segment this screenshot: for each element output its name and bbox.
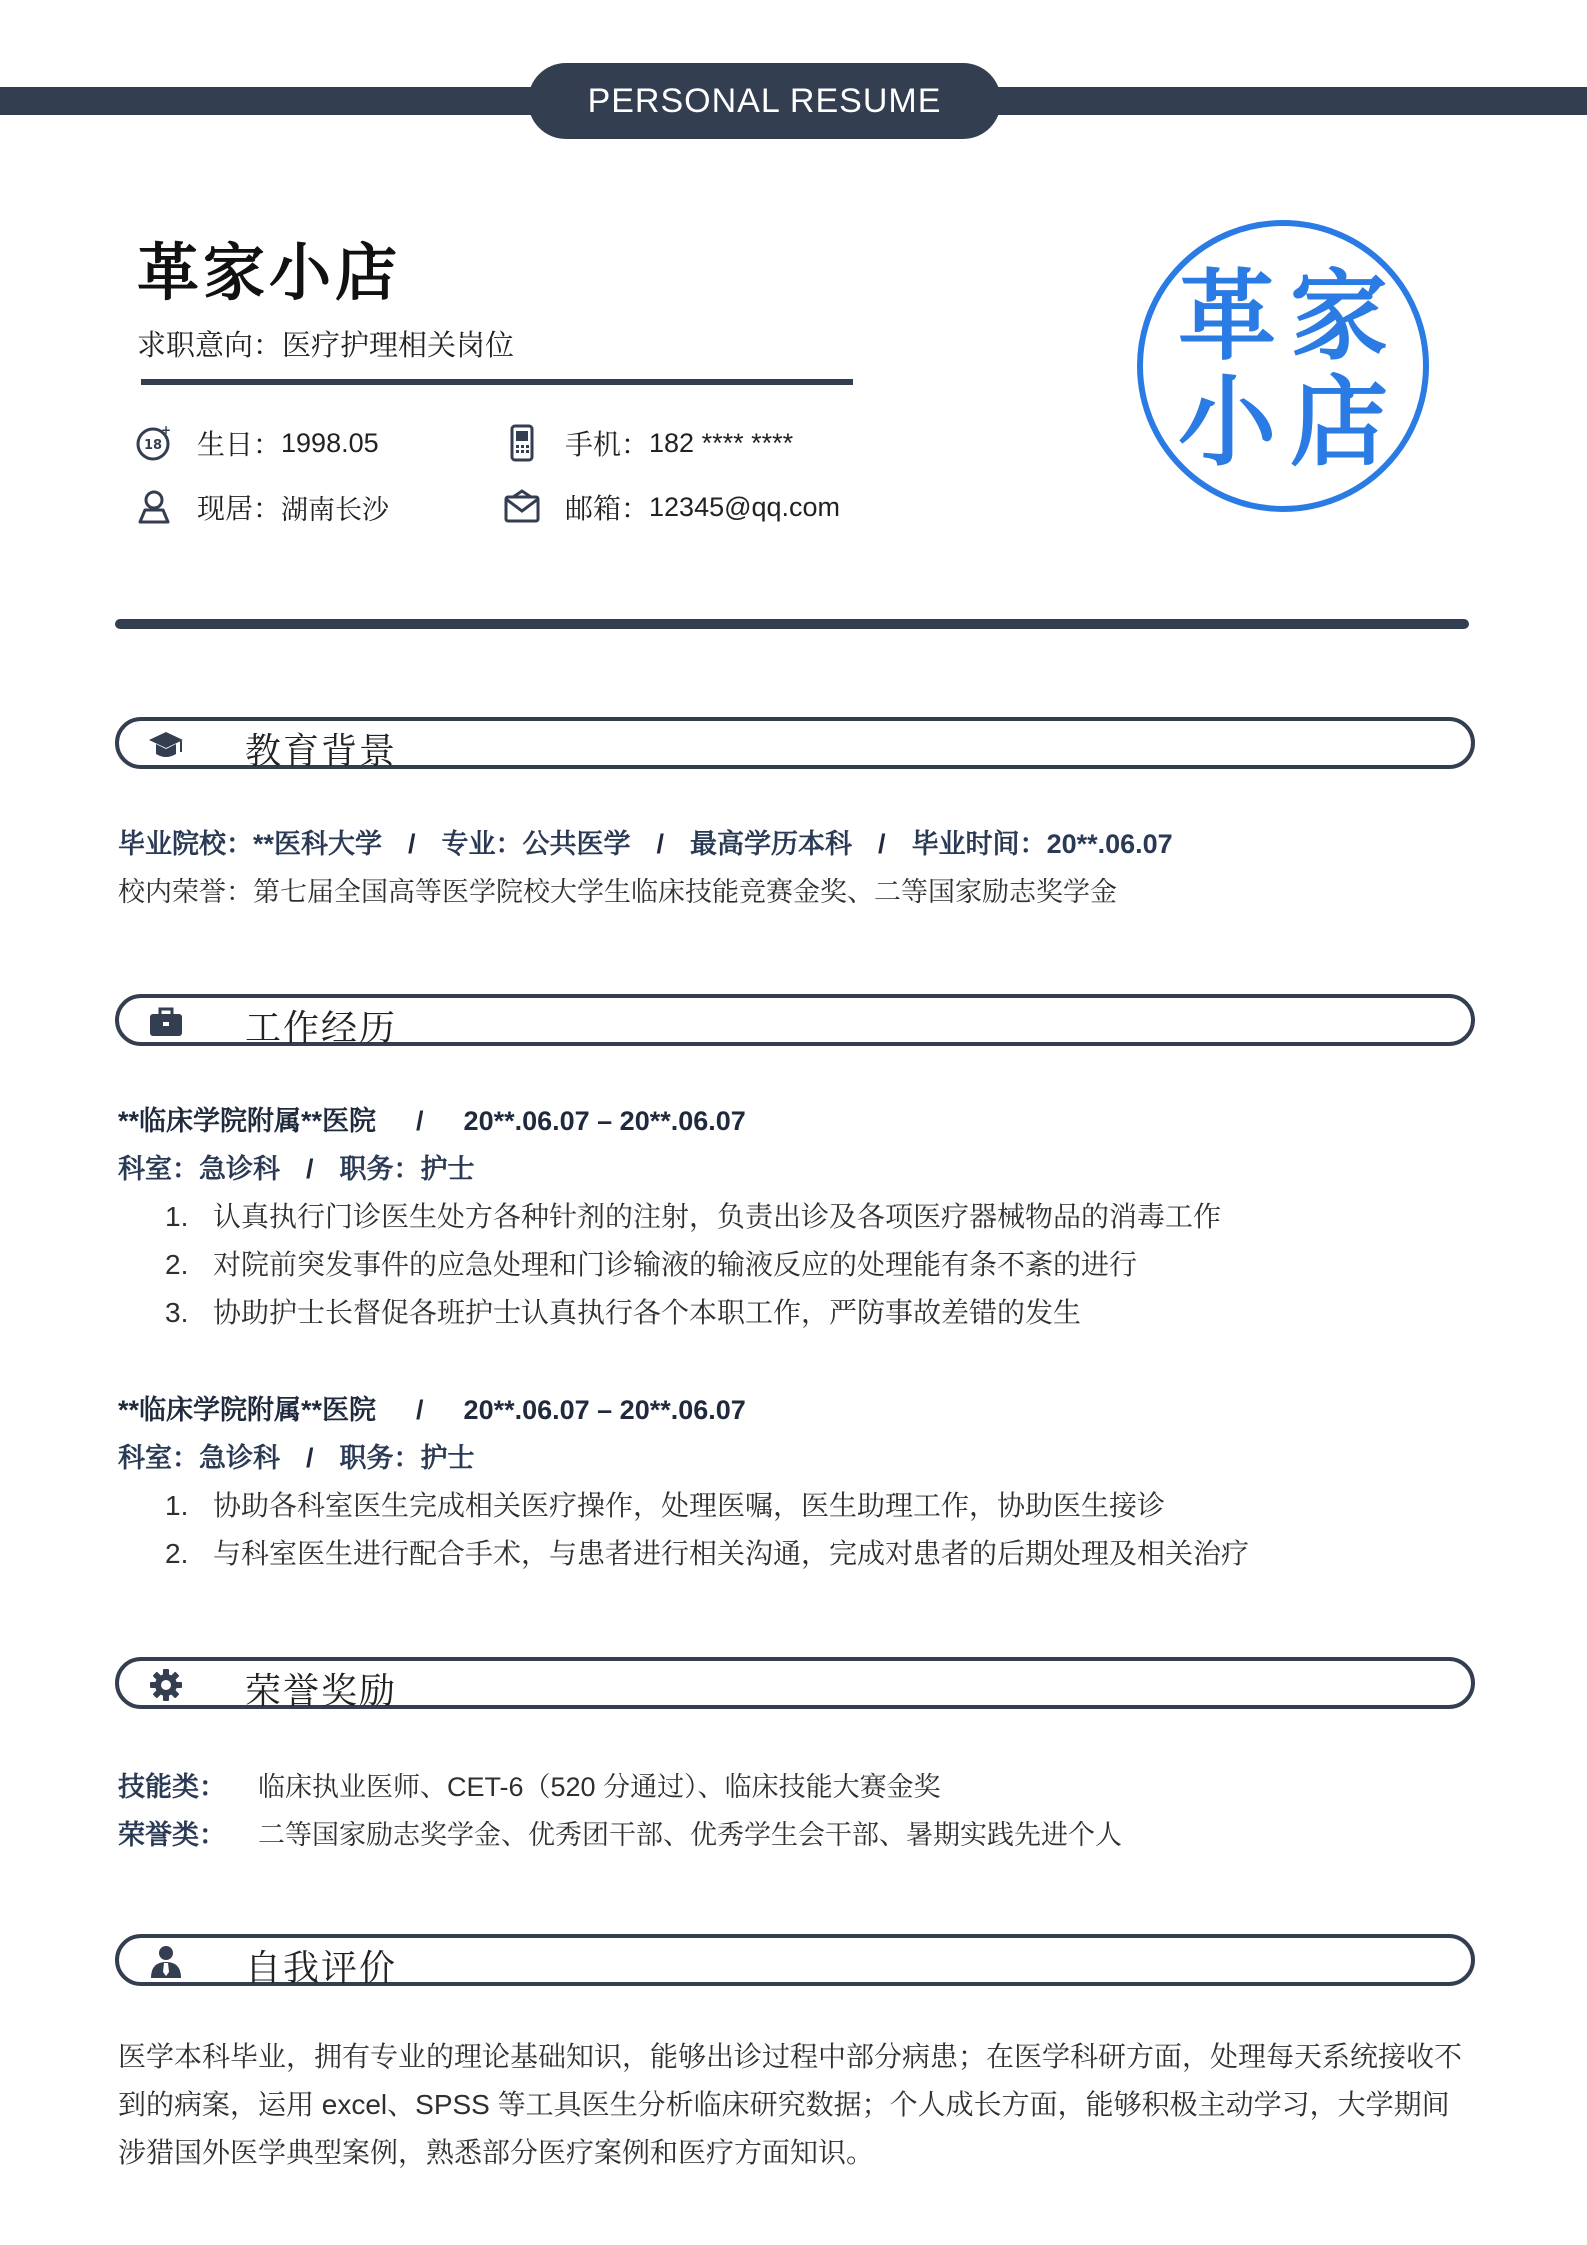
section-header-education xyxy=(115,717,1475,769)
section-header-honors xyxy=(115,1657,1475,1709)
job-2-duty-2: 2. 与科室医生进行配合手术，与患者进行相关沟通，完成对患者的后期处理及相关治疗 xyxy=(165,1538,1250,1569)
school-label: 毕业院校： xyxy=(118,829,253,859)
job-1-org: **临床学院附属**医院 xyxy=(118,1106,377,1136)
gear-icon xyxy=(147,1668,185,1702)
job-1-role-label: 职务： xyxy=(339,1154,421,1184)
section-title-education: 教育背景 xyxy=(245,730,398,771)
briefcase-icon xyxy=(147,1005,185,1039)
honors-awards xyxy=(118,1813,1122,1852)
education-honor xyxy=(118,870,1117,909)
job-2-role-label: 职务： xyxy=(339,1443,421,1473)
degree-value: 本科 xyxy=(798,829,853,859)
candidate-name: 革家小店 xyxy=(137,239,402,308)
graduation-cap-icon xyxy=(147,728,185,762)
phone-label: 手机： xyxy=(565,429,650,460)
job-1-meta: 科室：急诊科 / 职务：护士 xyxy=(118,1154,475,1184)
school-value: **医科大学 xyxy=(253,829,383,859)
stamp-char-2: 家 xyxy=(1289,259,1389,374)
awards-value: 二等国家励志奖学金、优秀团干部、优秀学生会干部、暑期实践先进个人 xyxy=(258,1820,1122,1850)
job-1-dept-label: 科室： xyxy=(118,1154,199,1184)
birthday-value: 1998.05 xyxy=(281,427,379,458)
mobile-phone-icon xyxy=(503,424,541,462)
job-1-duty-3: 3. 协助护士长督促各班护士认真执行各个本职工作，严防事故差错的发生 xyxy=(165,1297,1082,1328)
contact-location xyxy=(135,487,389,527)
edu-honor-label: 校内荣誉： xyxy=(118,877,253,907)
job-2-dept-label: 科室： xyxy=(118,1443,199,1473)
job-2-meta: 科室：急诊科 / 职务：护士 xyxy=(118,1443,475,1473)
phone-value: 182 **** **** xyxy=(649,427,794,458)
location-value: 湖南长沙 xyxy=(281,494,390,525)
section-header-self xyxy=(115,1934,1475,1986)
job-intent xyxy=(137,323,514,364)
header-divider xyxy=(115,619,1469,629)
job-2-period: 20**.06.07 – 20**.06.07 xyxy=(463,1395,746,1425)
grad-value: 20**.06.07 xyxy=(1046,829,1173,859)
stamp-char-3: 小 xyxy=(1177,365,1277,480)
job-1-dept: 急诊科 xyxy=(199,1154,280,1184)
section-title-work: 工作经历 xyxy=(245,1007,398,1048)
birthday-label: 生日： xyxy=(197,429,282,460)
contact-birthday xyxy=(135,423,379,463)
job-1-role: 护士 xyxy=(420,1154,475,1184)
location-person-icon xyxy=(135,488,173,526)
job-intent-label: 求职意向： xyxy=(137,330,283,362)
name-divider xyxy=(141,379,853,385)
self-evaluation-text: 医学本科毕业，拥有专业的理论基础知识，能够出诊过程中部分病患；在医学科研方面，处理每天系统接收不到的病案，运用 excel、SPSS 等工具医生分析临床研究数据；个人成长方面，能够积极主动学习，大学期间涉猎国外医学典型案例，熟悉部分医疗案例和医疗方面知识。 xyxy=(118,2041,1463,2168)
contact-phone xyxy=(503,423,793,463)
section-title-self: 自我评价 xyxy=(245,1947,398,1988)
awards-label: 荣誉类： xyxy=(118,1820,226,1850)
section-title-honors: 荣誉奖励 xyxy=(245,1670,398,1711)
svg-text:18: 18 xyxy=(143,438,163,453)
person-tie-icon xyxy=(147,1945,185,1979)
email-value: 12345@qq.com xyxy=(649,491,841,522)
section-header-work xyxy=(115,994,1475,1046)
job-2-duty-1-text: 协助各科室医生完成相关医疗操作，处理医嘱，医生助理工作，协助医生接诊 xyxy=(213,1490,1166,1521)
job-intent-value: 医疗护理相关岗位 xyxy=(282,330,515,362)
job-1-duty-1: 1. 认真执行门诊医生处方各种针剂的注射，负责出诊及各项医疗器械物品的消毒工作 xyxy=(165,1201,1222,1232)
major-label: 专业： xyxy=(441,829,523,859)
birthday-18-icon xyxy=(135,424,173,462)
job-2-dept: 急诊科 xyxy=(199,1443,280,1473)
edu-honor-value: 第七届全国高等医学院校大学生临床技能竞赛金奖、二等国家励志奖学金 xyxy=(253,877,1117,907)
major-value: 公共医学 xyxy=(522,829,631,859)
resume-banner-title: PERSONAL RESUME xyxy=(528,63,1001,139)
stamp-char-1: 革 xyxy=(1177,259,1277,374)
job-2-duty-2-text: 与科室医生进行配合手术，与患者进行相关沟通，完成对患者的后期处理及相关治疗 xyxy=(213,1538,1250,1569)
job-1-duty-3-text: 协助护士长督促各班护士认真执行各个本职工作，严防事故差错的发生 xyxy=(213,1297,1082,1328)
job-2-duty-1: 1. 协助各科室医生完成相关医疗操作，处理医嘱，医生助理工作，协助医生接诊 xyxy=(165,1490,1166,1521)
education-summary: 毕业院校：**医科大学 / 专业：公共医学 / 最高学历本科 / 毕业时间：20**.06.07 xyxy=(118,829,1173,859)
skills-value: 临床执业医师、CET-6（520 分通过）、临床技能大赛金奖 xyxy=(258,1772,941,1802)
job-2-org: **临床学院附属**医院 xyxy=(118,1395,377,1425)
mail-icon xyxy=(503,488,541,526)
grad-label: 毕业时间： xyxy=(911,829,1047,859)
degree-label: 最高学历 xyxy=(690,829,799,859)
skills-label: 技能类： xyxy=(118,1772,226,1802)
job-2-header: **临床学院附属**医院 / 20**.06.07 – 20**.06.07 xyxy=(118,1395,746,1425)
job-1-duty-1-text: 认真执行门诊医生处方各种针剂的注射，负责出诊及各项医疗器械物品的消毒工作 xyxy=(213,1201,1222,1232)
location-label: 现居： xyxy=(197,493,282,524)
job-1-duty-2: 2. 对院前突发事件的应急处理和门诊输液的输液反应的处理能有条不紊的进行 xyxy=(165,1249,1138,1280)
job-1-duty-2-text: 对院前突发事件的应急处理和门诊输液的输液反应的处理能有条不紊的进行 xyxy=(213,1249,1138,1280)
job-2-role: 护士 xyxy=(420,1443,475,1473)
job-1-header: **临床学院附属**医院 / 20**.06.07 – 20**.06.07 xyxy=(118,1106,746,1136)
job-1-period: 20**.06.07 – 20**.06.07 xyxy=(463,1106,746,1136)
honors-skills xyxy=(118,1765,941,1804)
name-stamp-logo xyxy=(1135,218,1431,514)
stamp-char-4: 店 xyxy=(1289,365,1389,480)
svg-text:+: + xyxy=(160,424,172,437)
contact-email xyxy=(503,487,840,527)
email-label: 邮箱： xyxy=(565,493,650,524)
